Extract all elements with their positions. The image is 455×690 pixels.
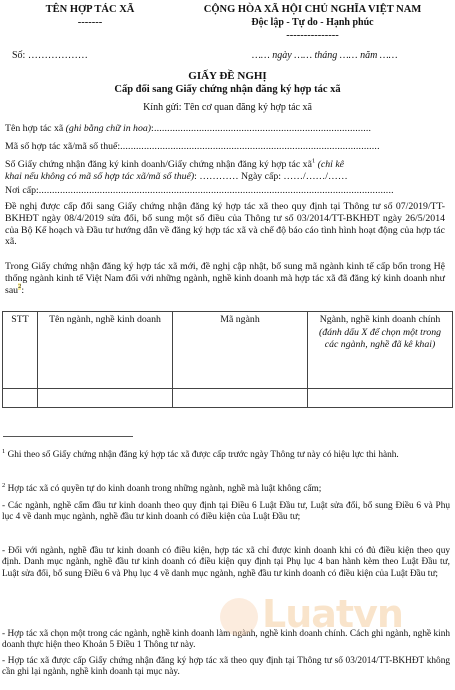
motto: Độc lập - Tự do - Hạnh phúc: [251, 17, 374, 28]
field-coop-name: [5, 123, 445, 135]
org-name: TÊN HỢP TÁC XÃ: [45, 4, 135, 15]
footnote-conditional: - Đối với ngành, nghề đầu tư kinh doanh có điều kiện, hợp tác xã chỉ được kinh doanh khi có đủ điều kiện theo quy định. Danh mục ngành, nghề đầu tư kinh doanh có điều kiện quy định tại Phụ lục 4 ban hành kèm theo Luật Đầu tư, Luật sửa đổi, bổ sung Điều 6 và Phụ lục 4 về danh mục ngành, nghề đầu tư kinh doanh có điều kiện của Luật Đầu tư;: [2, 546, 450, 579]
document-date: …… ngày …… tháng …… năm ……: [252, 50, 398, 61]
country-name: CỘNG HÒA XÃ HỘI CHỦ NGHĨA VIỆT NAM: [203, 4, 422, 15]
footnote-mark: 1: [2, 447, 6, 455]
field-dots: :..................................................................................: [151, 123, 372, 134]
header-main-business: [308, 312, 453, 389]
recipient-line: Kính gửi: Tên cơ quan đăng ký hợp tác xã: [143, 102, 312, 113]
footnote-1: [2, 447, 450, 461]
field-hint: khai nếu không có mã số hợp tác xã/mã số thuế): [5, 171, 195, 182]
field-tax-code: [5, 141, 445, 153]
motto-dashes: ---------------: [286, 30, 339, 41]
org-header: [10, 3, 170, 29]
footnote-2: [2, 481, 450, 495]
table-cell[interactable]: [3, 389, 38, 408]
reference-line: [12, 50, 442, 62]
field-issue-date: : ………… Ngày cấp: ……/……/……: [194, 171, 348, 182]
document-subtitle: Cấp đổi sang Giấy chứng nhận đăng ký hợp tác xã: [114, 84, 341, 95]
footnote-divider: [3, 436, 133, 437]
table-row: [3, 389, 453, 408]
field-label: Mã số hợp tác xã/mã số thuế:: [5, 141, 121, 152]
watermark-logo-icon: [220, 598, 258, 636]
field-label: Tên hợp tác xã: [5, 123, 66, 134]
footnote-text: Hợp tác xã có quyền tự do kinh doanh trong những ngành, nghề mà luật không cấm;: [5, 484, 322, 494]
footnote-text: Ghi theo số Giấy chứng nhận đăng ký hợp tác xã được cấp trước ngày Thông tư này có hiệu lực thi hành.: [5, 450, 399, 460]
field-certificate: [5, 159, 445, 183]
header-main-business-note: (đánh dấu X để chọn một trong các ngành, nghề đã kê khai): [318, 327, 442, 350]
paragraph-text: Trong Giấy chứng nhận đăng ký hợp tác xã mới, đề nghị cập nhật, bổ sung mã ngành kinh tế cấp bốn trong Hệ thống ngành kinh tế Việt Nam đối với những ngành, nghề kinh doanh mà hợp tác xã đã đăng ký kinh doanh như sau: [5, 261, 445, 296]
footnote-ref: 1: [311, 157, 316, 165]
table-cell[interactable]: [173, 389, 308, 408]
business-lines-table: [2, 311, 453, 408]
header-business-name: Tên ngành, nghề kinh doanh: [38, 312, 173, 389]
org-dashes: -------: [77, 17, 103, 28]
footnote-ref: 2: [18, 283, 22, 291]
footnote-mark: 2: [2, 481, 6, 489]
field-dots: ..................................................................................................: [120, 141, 380, 152]
header-code: Mã ngành: [173, 312, 308, 389]
field-label: Nơi cấp:: [5, 185, 39, 196]
table-cell[interactable]: [308, 389, 453, 408]
field-label: Số Giấy chứng nhận đăng ký kinh doanh/Giấy chứng nhận đăng ký hợp tác xã: [5, 159, 312, 170]
footnote-main-line: - Hợp tác xã chọn một trong các ngành, nghề kinh doanh làm ngành, nghề kinh doanh chính. Cách ghi ngành, nghề kinh doanh thực hiện theo Khoản 5 Điều 1 Thông tư này.: [2, 629, 450, 651]
national-header: [175, 3, 450, 42]
header-main-business-label: Ngành, nghề kinh doanh chính: [319, 314, 441, 325]
field-hint: (chỉ kê: [315, 159, 345, 170]
footnote-existing: - Hợp tác xã được cấp Giấy chứng nhận đăng ký hợp tác xã theo quy định tại Thông tư số 03/2014/TT-BKHĐT không cần ghi lại ngành, nghề kinh doanh tại mục này.: [2, 656, 450, 678]
paragraph-request: Đề nghị được cấp đổi sang Giấy chứng nhận đăng ký hợp tác xã theo quy định tại Thông tư số 07/2019/TT-BKHĐT ngày 08/4/2019 sửa đổi, bổ sung một số điều của Thông tư số 03/2014/TT-BKHĐT ngày 26/5/2014 của Bộ Kế hoạch và Đầu tư hướng dẫn về đăng ký hợp tác xã và chế độ báo cáo tình hình hoạt động của hợp tác xã.: [5, 201, 445, 248]
field-place: [5, 185, 445, 197]
field-hint: (ghi bằng chữ in hoa): [65, 123, 152, 134]
paragraph-update: [5, 261, 445, 296]
document-number: Số: ………………: [12, 50, 88, 61]
table-cell[interactable]: [38, 389, 173, 408]
field-dots: ......................................................................................................................................: [38, 185, 394, 196]
watermark: Luatvn: [262, 592, 403, 636]
footnote-prohibited: - Các ngành, nghề cấm đầu tư kinh doanh theo quy định tại Điều 6 Luật Đầu tư, Luật sửa đổi, bổ sung Điều 6 và Phụ lục 4 về danh mục ngành, nghề đầu tư kinh doanh có điều kiện của Luật Đầu tư;: [2, 501, 450, 523]
document-title: GIẤY ĐỀ NGHỊ: [188, 70, 267, 82]
paragraph-text: :: [21, 284, 25, 296]
table-header-row: [3, 312, 453, 389]
header-stt: STT: [3, 312, 38, 389]
